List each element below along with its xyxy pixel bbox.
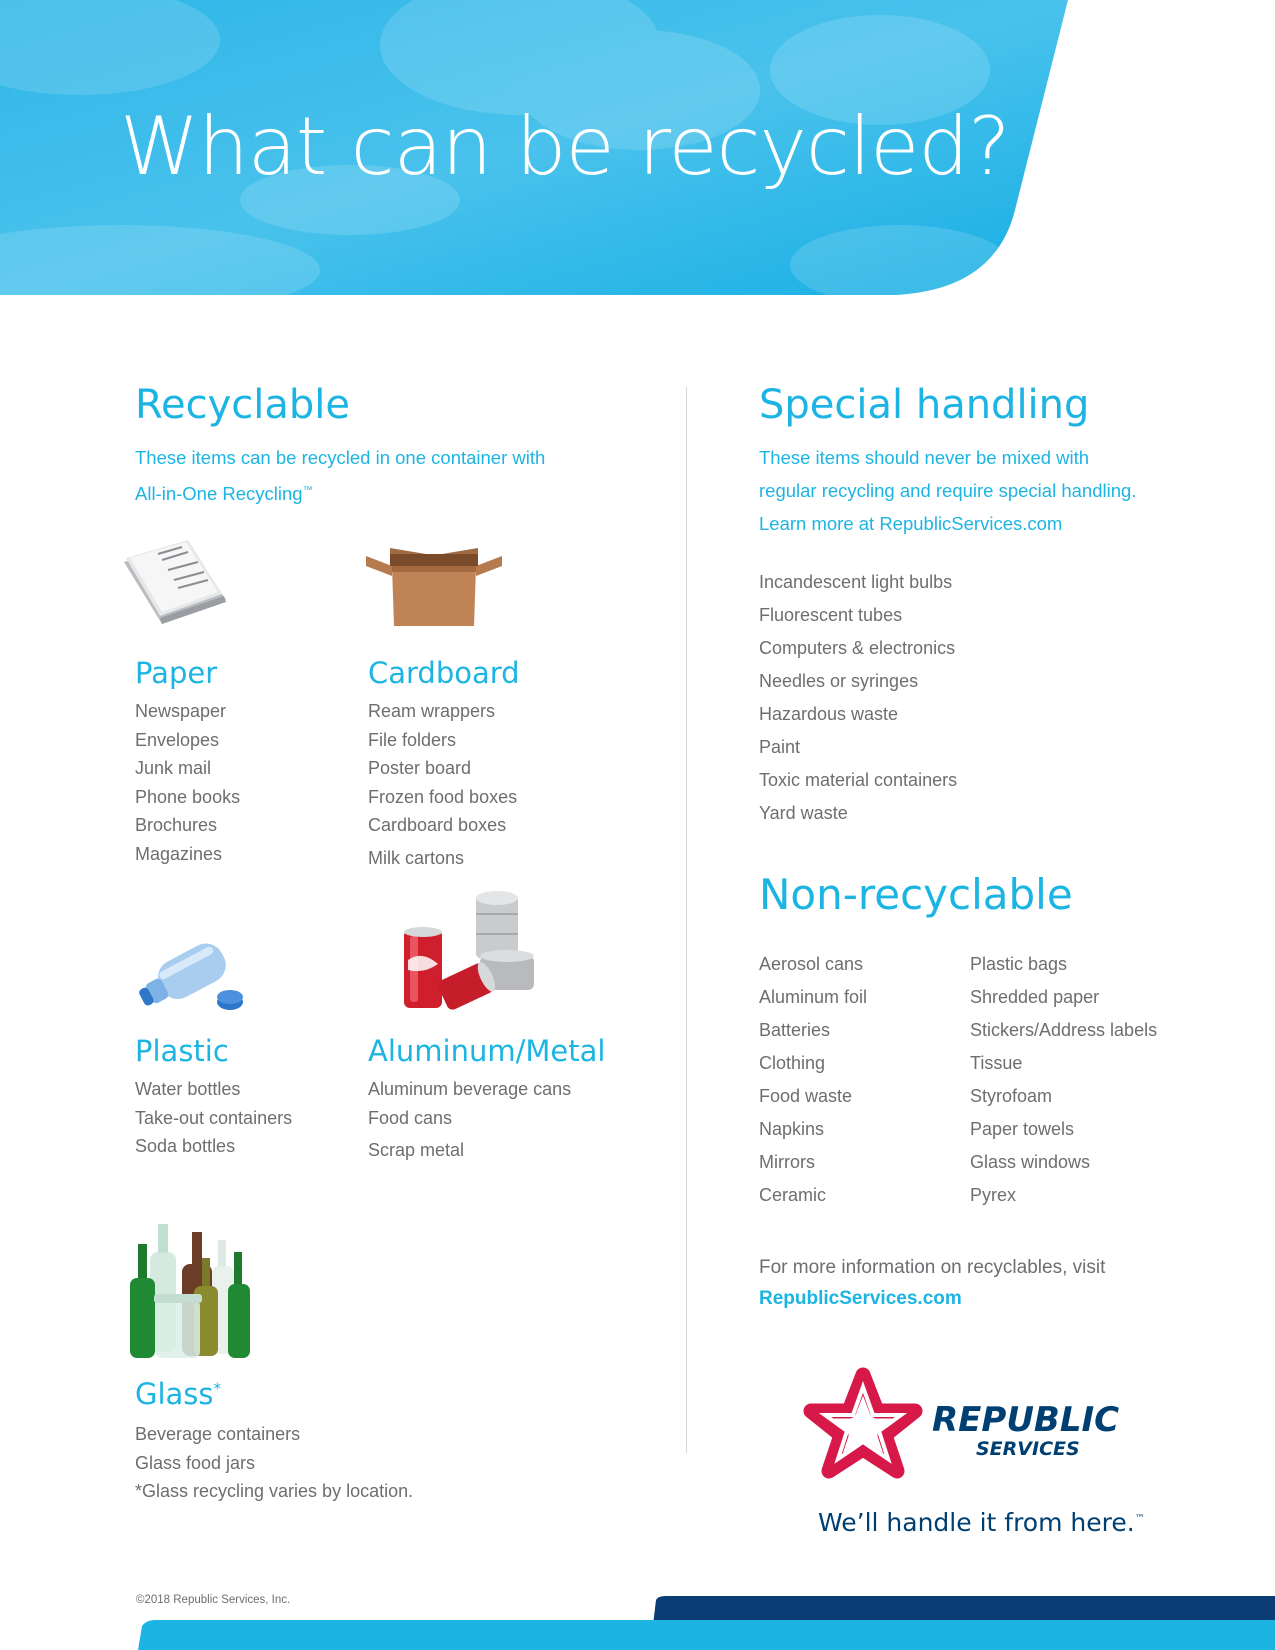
list-item: Brochures [135,815,218,836]
non-recyclable-list-col1 [759,948,867,1212]
cardboard-box-icon [366,548,502,630]
list-item: Water bottles [135,1079,241,1099]
list-item: Napkins [759,1119,825,1139]
list-item: Cardboard boxes [368,815,507,836]
tagline [818,1508,1145,1537]
list-item: Phone books [135,786,241,807]
list-item: Aluminum foil [759,987,868,1007]
wordmark-line1: REPUBLIC [932,1400,1120,1440]
paper-item-list [135,697,240,869]
subtitle-line: Learn more at RepublicServices.com [759,513,1063,534]
list-item: Toxic material containers [759,770,958,790]
list-item: Soda bottles [135,1136,236,1157]
glass-item-list [135,1420,413,1506]
list-item: Food waste [759,1086,853,1106]
list-item: Clothing [759,1053,826,1073]
non-recyclable-heading: Non-recyclable [759,870,1073,919]
page-title: What can be recycled? [120,100,1010,193]
list-item: Yard waste [759,803,848,823]
non-recyclable-list-col2 [970,948,1157,1212]
list-item: Pyrex [970,1185,1017,1205]
list-item: Aerosol cans [759,954,864,974]
list-item: Magazines [135,843,223,864]
list-item: Incandescent light bulbs [759,572,953,592]
trademark-mark: ™ [1134,1513,1145,1525]
glass-title-text: Glass [135,1377,214,1411]
list-item: Ream wrappers [368,701,496,721]
list-item: Fluorescent tubes [759,605,903,625]
republic-services-wordmark [932,1402,1119,1460]
glass-bottles-icon [130,1222,254,1362]
list-item: Frozen food boxes [368,786,518,807]
hero-banner [0,0,1275,296]
list-item: Beverage containers [135,1424,301,1444]
list-item: Paper towels [970,1119,1075,1139]
list-item: Milk cartons [368,847,465,868]
plastic-item-list [135,1075,292,1161]
aluminum-metal-item-list [368,1075,571,1165]
list-item: Mirrors [759,1152,815,1172]
cans-icon [402,890,538,1014]
special-handling-subtitle [759,441,1136,540]
list-item: Take-out containers [135,1107,293,1128]
list-item: Poster board [368,758,472,779]
special-handling-heading: Special handling [759,382,1090,428]
recyclable-subtitle-line [135,474,545,510]
republic-services-link[interactable]: RepublicServices.com [759,1288,962,1309]
more-info [759,1252,1105,1314]
list-item: Glass food jars [135,1452,256,1473]
tagline-text: We’ll handle it from here. [818,1508,1135,1537]
wordmark-line2: SERVICES [976,1438,1080,1460]
list-item: Styrofoam [970,1086,1053,1106]
list-item: Envelopes [135,729,220,750]
column-divider [686,387,687,1453]
more-info-text: For more information on recyclables, visit [759,1257,1106,1278]
subtitle-line: These items should never be mixed with [759,447,1090,468]
copyright: ©2018 Republic Services, Inc. [136,1594,291,1606]
recyclable-subtitle [135,441,545,510]
list-item: Tissue [970,1053,1023,1073]
list-item: File folders [368,729,457,750]
glass-footnote: *Glass recycling varies by location. [135,1481,414,1502]
list-item: Stickers/Address labels [970,1020,1158,1040]
recyclable-subtitle-line: These items can be recycled in one container with [135,447,546,468]
list-item: Glass windows [970,1152,1091,1172]
plastic-bottle-icon [134,930,246,1016]
special-handling-list [759,566,957,830]
footnote-mark: * [213,1379,222,1398]
list-item: Aluminum beverage cans [368,1079,572,1099]
footer-stripes [0,1596,1275,1650]
list-item: Hazardous waste [759,704,899,724]
list-item: Ceramic [759,1185,827,1205]
subtitle-line: regular recycling and require special handling. [759,480,1137,501]
trademark-mark: ™ [302,485,313,496]
list-item: Newspaper [135,701,227,721]
newspaper-icon [118,540,230,630]
category-title-aluminum-metal: Aluminum/Metal [368,1034,606,1068]
category-title-glass [135,1377,221,1411]
cardboard-item-list [368,697,517,873]
list-item: Computers & electronics [759,638,956,658]
list-item: Junk mail [135,758,212,779]
list-item: Paint [759,737,801,757]
list-item: Plastic bags [970,954,1068,974]
list-item: Shredded paper [970,987,1100,1007]
list-item: Scrap metal [368,1140,465,1161]
all-in-one-recycling-text: All-in-One Recycling [135,483,303,505]
list-item: Needles or syringes [759,671,919,691]
category-title-plastic: Plastic [135,1034,229,1068]
republic-star-logo-icon [803,1365,923,1479]
category-title-paper: Paper [135,656,218,690]
list-item: Batteries [759,1020,831,1040]
recyclable-heading: Recyclable [135,382,350,428]
category-title-cardboard: Cardboard [368,656,520,690]
list-item: Food cans [368,1107,453,1128]
